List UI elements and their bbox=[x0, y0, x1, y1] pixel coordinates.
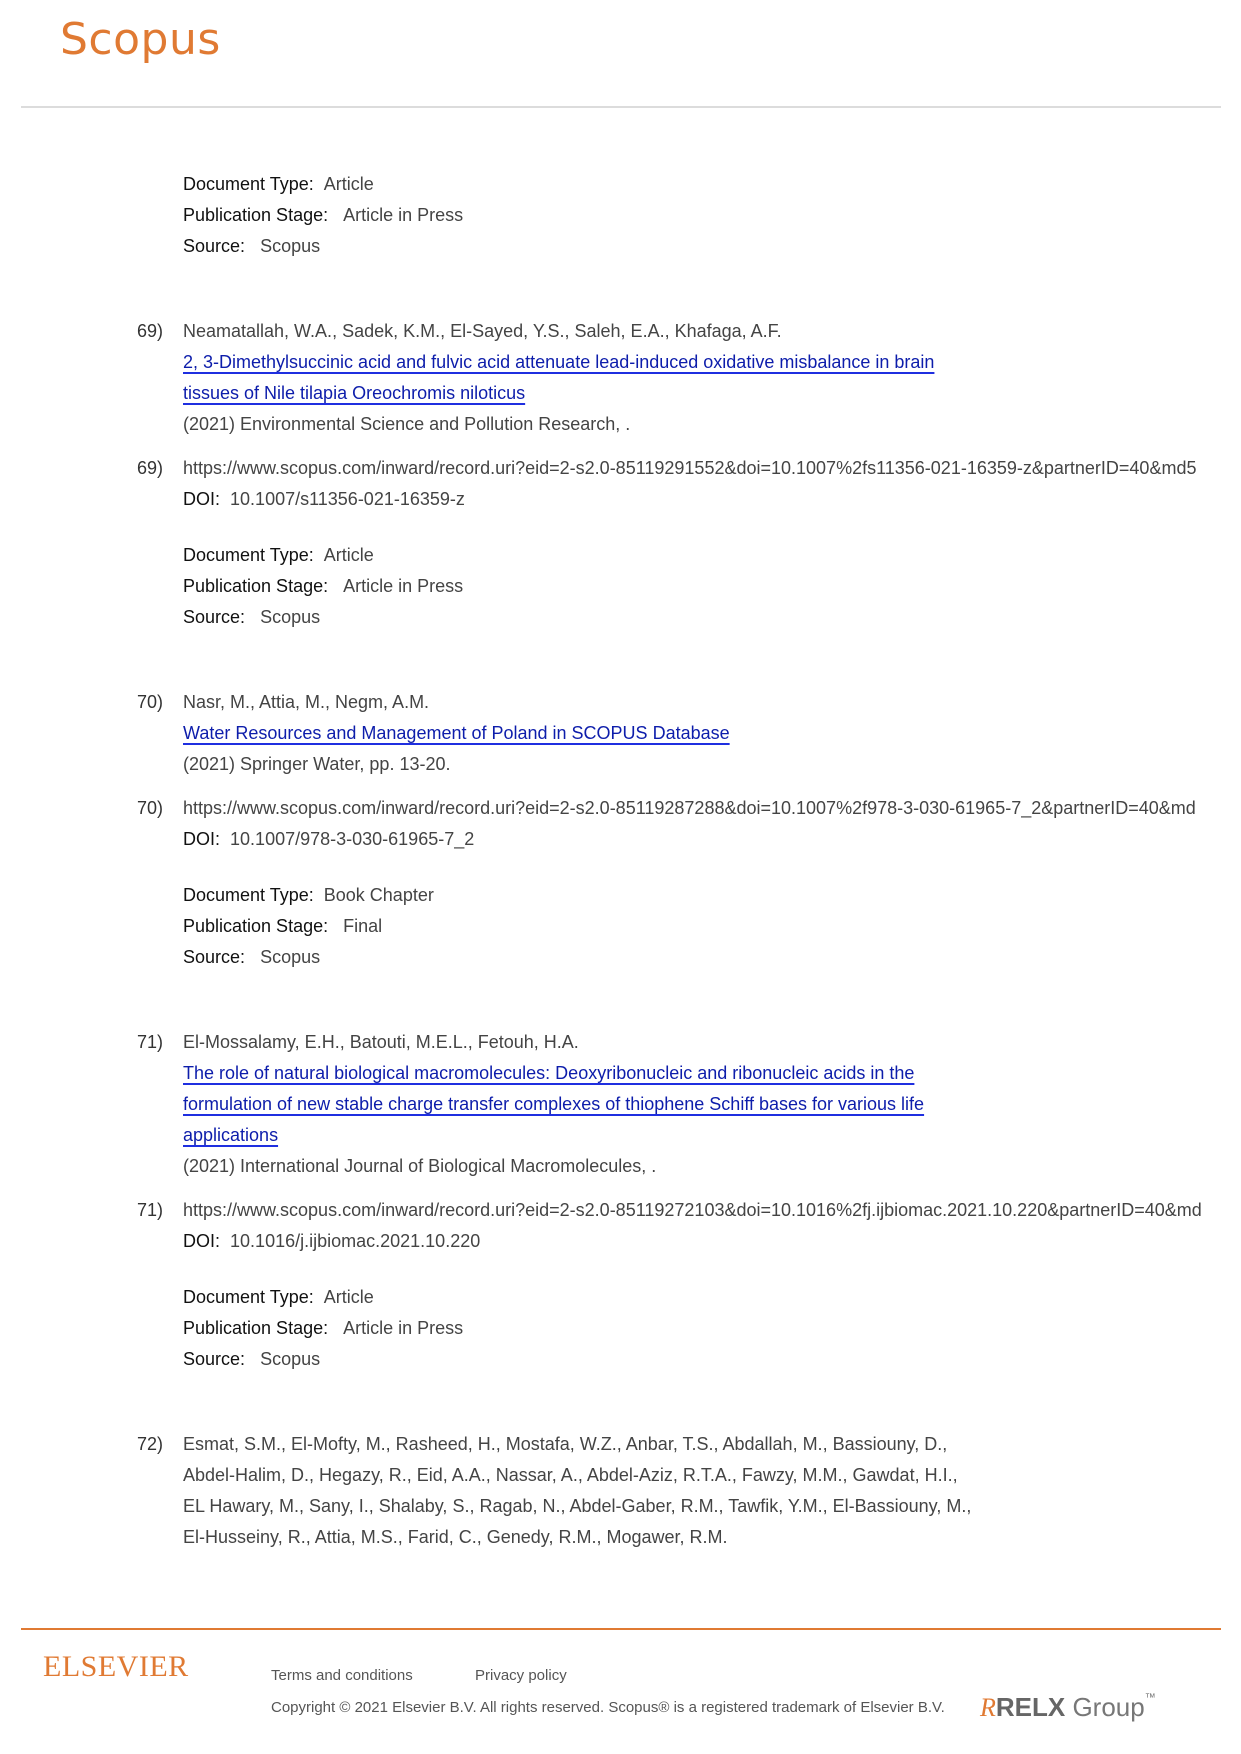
entry-number: 69) bbox=[137, 458, 164, 478]
entry-doi: DOI: 10.1007/s11356-021-16359-z bbox=[183, 489, 465, 509]
entry-authors: El-Husseiny, R., Attia, M.S., Farid, C., Genedy, R.M., Mogawer, R.M. bbox=[183, 1527, 728, 1547]
privacy-link[interactable]: Privacy policy bbox=[475, 1667, 567, 1684]
entry-authors: EL Hawary, M., Sany, I., Shalaby, S., Ragab, N., Abdel-Gaber, R.M., Tawfik, Y.M., El-Bassiouny, M., bbox=[183, 1496, 972, 1516]
entry-url: https://www.scopus.com/inward/record.uri?eid=2-s2.0-85119287288&doi=10.1007%2f978-3-030-61965-7_2&partnerID=40&md bbox=[183, 798, 1196, 818]
entry-source: (2021) International Journal of Biological Macromolecules, . bbox=[183, 1156, 657, 1176]
entry-number: 71) bbox=[137, 1200, 164, 1220]
entry-title-link[interactable]: Water Resources and Management of Poland in SCOPUS Database bbox=[183, 723, 730, 743]
entry-title-link[interactable]: applications bbox=[183, 1125, 279, 1145]
relx-group-logo: RRELX Group™ bbox=[980, 1692, 1156, 1722]
entry-publication-stage: Publication Stage: Article in Press bbox=[183, 1318, 464, 1338]
entry-url: https://www.scopus.com/inward/record.uri?eid=2-s2.0-85119291552&doi=10.1007%2fs11356-021-16359-z&partnerID=40&md5 bbox=[183, 458, 1197, 478]
entry-number: 70) bbox=[137, 798, 164, 818]
prev-source: Source: Scopus bbox=[183, 236, 321, 256]
entry-document-type: Document Type: Article bbox=[183, 1287, 374, 1307]
entry-authors: Nasr, M., Attia, M., Negm, A.M. bbox=[183, 692, 430, 712]
entry-authors: Esmat, S.M., El-Mofty, M., Rasheed, H., Mostafa, W.Z., Anbar, T.S., Abdallah, M., Bassiouny, D., bbox=[183, 1434, 948, 1454]
entry-title-link[interactable]: formulation of new stable charge transfer complexes of thiophene Schiff bases for various life bbox=[183, 1094, 925, 1114]
entry-title-link[interactable]: 2, 3-Dimethylsuccinic acid and fulvic acid attenuate lead-induced oxidative misbalance in brain bbox=[183, 352, 935, 372]
entry-source-db: Source: Scopus bbox=[183, 1349, 321, 1369]
copyright-text: Copyright © 2021 Elsevier B.V. All rights reserved. Scopus® is a registered trademark of Elsevier B.V. bbox=[271, 1699, 945, 1716]
entry-number: 70) bbox=[137, 692, 164, 712]
footer-divider bbox=[21, 1628, 1221, 1630]
terms-link[interactable]: Terms and conditions bbox=[271, 1667, 413, 1684]
entry-source: (2021) Environmental Science and Pollution Research, . bbox=[183, 414, 631, 434]
entry-publication-stage: Publication Stage: Final bbox=[183, 916, 383, 936]
elsevier-logo: ELSEVIER bbox=[43, 1650, 189, 1683]
entry-doi: DOI: 10.1016/j.ijbiomac.2021.10.220 bbox=[183, 1231, 481, 1251]
entry-doi: DOI: 10.1007/978-3-030-61965-7_2 bbox=[183, 829, 475, 849]
entry-source-db: Source: Scopus bbox=[183, 947, 321, 967]
entry-authors: Abdel-Halim, D., Hegazy, R., Eid, A.A., Nassar, A., Abdel-Aziz, R.T.A., Fawzy, M.M., Gawdat, H.I., bbox=[183, 1465, 958, 1485]
relx-mark-icon: R bbox=[980, 1693, 996, 1722]
entry-url: https://www.scopus.com/inward/record.uri?eid=2-s2.0-85119272103&doi=10.1016%2fj.ijbiomac.2021.10.220&partnerID=40&md bbox=[183, 1200, 1202, 1220]
entry-title-link[interactable]: The role of natural biological macromolecules: Deoxyribonucleic and ribonucleic acids in the bbox=[183, 1063, 915, 1083]
entry-source-db: Source: Scopus bbox=[183, 607, 321, 627]
prev-publication-stage: Publication Stage: Article in Press bbox=[183, 205, 464, 225]
entry-document-type: Document Type: Article bbox=[183, 545, 374, 565]
entry-document-type: Document Type: Book Chapter bbox=[183, 885, 434, 905]
entry-source: (2021) Springer Water, pp. 13-20. bbox=[183, 754, 451, 774]
entry-number: 71) bbox=[137, 1032, 164, 1052]
entry-number: 69) bbox=[137, 321, 164, 341]
scopus-logo: Scopus bbox=[60, 14, 221, 65]
entry-number: 72) bbox=[137, 1434, 164, 1454]
header-divider bbox=[21, 106, 1221, 108]
entry-title-link[interactable]: tissues of Nile tilapia Oreochromis niloticus bbox=[183, 383, 526, 403]
entry-authors: El-Mossalamy, E.H., Batouti, M.E.L., Fetouh, H.A. bbox=[183, 1032, 579, 1052]
entry-authors: Neamatallah, W.A., Sadek, K.M., El-Sayed, Y.S., Saleh, E.A., Khafaga, A.F. bbox=[183, 321, 782, 341]
prev-document-type: Document Type: Article bbox=[183, 174, 374, 194]
entry-publication-stage: Publication Stage: Article in Press bbox=[183, 576, 464, 596]
